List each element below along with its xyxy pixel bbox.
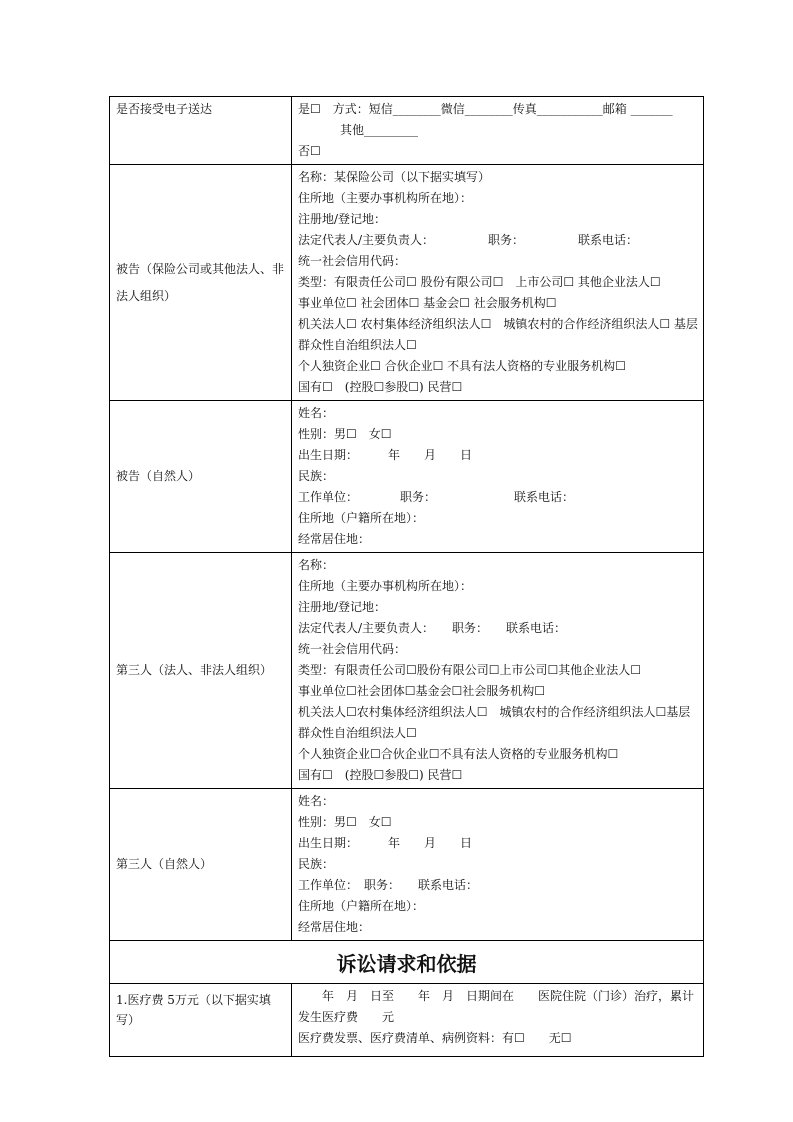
defendant-natural-label: 被告（自然人） bbox=[116, 469, 201, 483]
defendant-natural-domicile[interactable]: 住所地（户籍所在地）： bbox=[298, 511, 425, 525]
medical-claim-documents[interactable]: 医疗费发票、医疗费清单、病例资料：有☐ 无☐ bbox=[298, 1031, 572, 1045]
electronic-service-label-cell bbox=[110, 97, 292, 165]
section-heading: 诉讼请求和依据 bbox=[336, 951, 477, 976]
defendant-org-address[interactable]: 住所地（主要办事机构所在地）： bbox=[298, 191, 473, 205]
third-party-org-label: 第三人（法人、非法人组织） bbox=[116, 663, 273, 677]
third-party-org-registration[interactable]: 注册地/登记地： bbox=[298, 600, 387, 614]
third-party-natural-ethnicity[interactable]: 民族： bbox=[298, 857, 335, 871]
medical-claim-row bbox=[110, 984, 704, 1057]
medical-claim-label: 1.医疗费 5万元（以下据实填写） bbox=[116, 993, 271, 1027]
medical-claim-label-cell bbox=[110, 984, 292, 1057]
electronic-service-content bbox=[292, 97, 704, 165]
third-party-natural-content bbox=[292, 789, 704, 941]
defendant-natural-employer[interactable]: 工作单位： 职务： 联系电话： bbox=[298, 490, 575, 504]
defendant-org-type-enterprises[interactable]: 个人独资企业☐ 合伙企业☐ 不具有法人资格的专业服务机构☐ bbox=[298, 359, 626, 373]
third-party-natural-gender[interactable]: 性别：男☐ 女☐ bbox=[298, 815, 392, 829]
third-party-org-type-companies[interactable]: 类型：有限责任公司☐股份有限公司☐上市公司☐其他企业法人☐ bbox=[298, 663, 642, 677]
defendant-org-registration[interactable]: 注册地/登记地： bbox=[298, 212, 387, 226]
third-party-natural-label-cell bbox=[110, 789, 292, 941]
defendant-org-representative[interactable]: 法定代表人/主要负责人： 职务： 联系电话： bbox=[298, 233, 639, 247]
defendant-org-row bbox=[110, 165, 704, 401]
third-party-natural-row bbox=[110, 789, 704, 941]
third-party-org-name[interactable]: 名称： bbox=[298, 558, 335, 572]
defendant-natural-name[interactable]: 姓名： bbox=[298, 406, 335, 420]
third-party-org-credit-code[interactable]: 统一社会信用代码： bbox=[298, 642, 407, 656]
third-party-org-type-enterprises[interactable]: 个人独资企业☐合伙企业☐不具有法人资格的专业服务机构☐ bbox=[298, 747, 619, 761]
third-party-natural-birthdate[interactable]: 出生日期： 年 月 日 bbox=[298, 836, 473, 850]
third-party-natural-domicile[interactable]: 住所地（户籍所在地）： bbox=[298, 899, 425, 913]
third-party-org-type-institutions[interactable]: 事业单位☐社会团体☐基金会☐社会服务机构☐ bbox=[298, 684, 546, 698]
medical-claim-content bbox=[292, 984, 704, 1057]
defendant-org-content bbox=[292, 165, 704, 401]
defendant-natural-content bbox=[292, 401, 704, 553]
electronic-service-label: 是否接受电子送达 bbox=[116, 102, 213, 116]
third-party-natural-label: 第三人（自然人） bbox=[116, 857, 213, 871]
defendant-org-type-companies[interactable]: 类型：有限责任公司☐ 股份有限公司☐ 上市公司☐ 其他企业法人☐ bbox=[298, 275, 661, 289]
third-party-org-address[interactable]: 住所地（主要办事机构所在地）： bbox=[298, 579, 473, 593]
third-party-org-row bbox=[110, 553, 704, 789]
medical-claim-period[interactable]: 年 月 日至 年 月 日期间在 医院住院（门诊）治疗，累计发生医疗费 元 bbox=[298, 989, 695, 1024]
defendant-natural-gender[interactable]: 性别：男☐ 女☐ bbox=[298, 427, 392, 441]
electronic-service-row bbox=[110, 97, 704, 165]
defendant-natural-ethnicity[interactable]: 民族： bbox=[298, 469, 335, 483]
third-party-org-ownership[interactable]: 国有☐ (控股☐参股☐) 民营☐ bbox=[298, 768, 463, 782]
electronic-service-other[interactable]: 其他_________ bbox=[340, 123, 419, 137]
defendant-org-name[interactable]: 名称：某保险公司（以下据实填写） bbox=[298, 170, 491, 184]
third-party-org-content bbox=[292, 553, 704, 789]
defendant-natural-birthdate[interactable]: 出生日期： 年 月 日 bbox=[298, 448, 473, 462]
defendant-org-credit-code[interactable]: 统一社会信用代码： bbox=[298, 254, 407, 268]
third-party-org-type-organs[interactable]: 机关法人☐农村集体经济组织法人☐ 城镇农村的合作经济组织法人☐基层群众性自治组织法人☐ bbox=[298, 705, 691, 740]
defendant-org-label: 被告（保险公司或其他法人、非法人组织） bbox=[116, 261, 285, 303]
defendant-natural-label-cell bbox=[110, 401, 292, 553]
defendant-natural-residence[interactable]: 经常居住地： bbox=[298, 532, 371, 546]
complaint-form-table bbox=[109, 96, 704, 1057]
defendant-org-label-cell bbox=[110, 165, 292, 401]
defendant-natural-row bbox=[110, 401, 704, 553]
defendant-org-type-institutions[interactable]: 事业单位☐ 社会团体☐ 基金会☐ 社会服务机构☐ bbox=[298, 296, 557, 310]
electronic-service-methods[interactable]: 是☐ 方式：短信________微信________传真___________邮箱 _______ bbox=[298, 102, 673, 116]
section-heading-row bbox=[110, 941, 704, 984]
section-heading-cell bbox=[110, 941, 704, 984]
third-party-natural-name[interactable]: 姓名： bbox=[298, 794, 335, 808]
defendant-org-ownership[interactable]: 国有☐ (控股☐参股☐) 民营☐ bbox=[298, 380, 463, 394]
defendant-org-type-organs[interactable]: 机关法人☐ 农村集体经济组织法人☐ 城镇农村的合作经济组织法人☐ 基层群众性自治组织法人☐ bbox=[298, 317, 698, 352]
third-party-natural-residence[interactable]: 经常居住地： bbox=[298, 920, 371, 934]
third-party-natural-employer[interactable]: 工作单位： 职务： 联系电话： bbox=[298, 878, 479, 892]
third-party-org-label-cell bbox=[110, 553, 292, 789]
third-party-org-representative[interactable]: 法定代表人/主要负责人： 职务： 联系电话： bbox=[298, 621, 567, 635]
electronic-service-no[interactable]: 否☐ bbox=[298, 144, 321, 158]
